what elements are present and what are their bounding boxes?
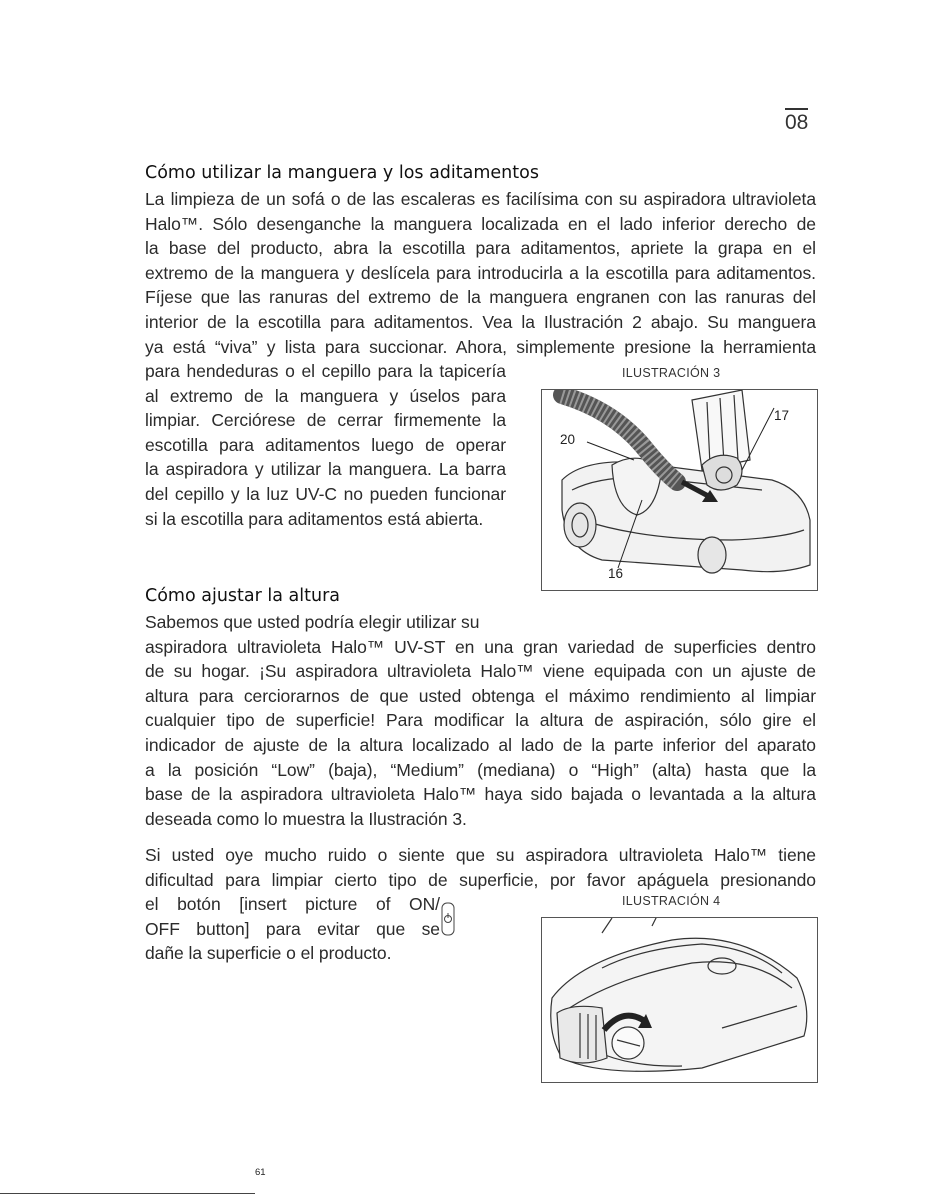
text-line: la aspiradora y utilizar la manguera. La barra — [145, 459, 506, 480]
text-line: cualquier tipo de superficie! Para modificar la altura de aspiración, sólo gire el — [145, 710, 816, 731]
text-line: escotilla para aditamentos luego de operar — [145, 434, 506, 455]
text-line: Si usted oye mucho ruido o siente que su aspiradora ultravioleta Halo™ tiene — [145, 845, 816, 865]
text-line: Sabemos que usted podría elegir utilizar su — [145, 612, 480, 632]
text-line: el botón [insert picture of ON/ — [145, 894, 440, 914]
text-line: interior de la escotilla para aditamentos. Vea la Ilustración 2 abajo. Su manguera — [145, 311, 816, 332]
footer-page-number: 61 — [255, 1167, 266, 1178]
text-line: dañe la superficie o el producto. — [145, 943, 392, 964]
illustration-4-caption: ILUSTRACIÓN 4 — [622, 894, 721, 908]
paragraph-height-narrow — [145, 610, 506, 635]
text-line: la base del producto, abra la escotilla para aditamentos, apriete la grapa en el — [145, 238, 816, 259]
section-heading-hose: Cómo utilizar la manguera y los aditamentos — [145, 163, 539, 183]
footer-rule — [0, 1193, 255, 1194]
callout-20: 20 — [560, 432, 576, 447]
text-line: ya está “viva” y lista para succionar. Ahora, simplemente presione la herramienta — [145, 336, 816, 357]
text-line: altura para cerciorarnos de que usted obtenga el máximo rendimiento al limpiar — [145, 685, 816, 706]
text-line: si la escotilla para aditamentos está abierta. — [145, 508, 484, 529]
text-line: Fíjese que las ranuras del extremo de la manguera engranen con las ranuras del — [145, 287, 816, 308]
text-line: base de la aspiradora ultravioleta Halo™ haya sido bajada o levantada a la altura — [145, 784, 816, 805]
text-line: indicador de ajuste de la altura localizado al lado de la parte inferior del aparato — [145, 734, 816, 755]
callout-17: 17 — [774, 408, 790, 423]
page-number: 08 — [785, 108, 808, 135]
paragraph-noise-narrow — [145, 892, 440, 966]
paragraph-hose-narrow — [145, 359, 506, 531]
illustration-3-vacuum-hose — [541, 389, 818, 591]
text-line: limpiar. Cerciórese de cerrar firmemente la — [145, 410, 506, 431]
text-line: La limpieza de un sofá o de las escaleras es facilísima con su aspiradora ultravioleta — [145, 189, 816, 209]
vacuum-height-adjust-drawing — [542, 918, 817, 1082]
text-line: dificultad para limpiar cierto tipo de superficie, por favor apáguela presionando — [145, 869, 816, 890]
illustration-3-caption: ILUSTRACIÓN 3 — [622, 366, 721, 380]
callout-16: 16 — [608, 566, 624, 581]
text-line: del cepillo y la luz UV-C no pueden funcionar — [145, 483, 506, 504]
text-line: aspiradora ultravioleta Halo™ UV-ST en una gran variedad de superficies dentro — [145, 636, 816, 657]
text-line: a la posición “Low” (baja), “Medium” (mediana) o “High” (alta) hasta que la — [145, 759, 816, 780]
power-button-icon — [441, 902, 455, 941]
illustration-4-height-dial — [541, 917, 818, 1083]
paragraph-hose-full — [145, 187, 816, 359]
text-line: al extremo de la manguera y úselos para — [145, 385, 506, 406]
text-line: deseada como lo muestra la Ilustración 3. — [145, 808, 467, 829]
section-heading-height: Cómo ajustar la altura — [145, 586, 340, 606]
text-line: OFF button] para evitar que se — [145, 918, 440, 939]
text-line: para hendeduras o el cepillo para la tapicería — [145, 361, 506, 381]
paragraph-height-full — [145, 635, 816, 832]
text-line: Halo™. Sólo desenganche la manguera localizada en el lado inferior derecho de — [145, 213, 816, 234]
text-line: extremo de la manguera y deslícela para introducirla a la escotilla para aditamentos. — [145, 262, 816, 283]
paragraph-noise-full — [145, 843, 816, 892]
text-line: de su hogar. ¡Su aspiradora ultravioleta Halo™ viene equipada con un ajuste de — [145, 661, 816, 682]
